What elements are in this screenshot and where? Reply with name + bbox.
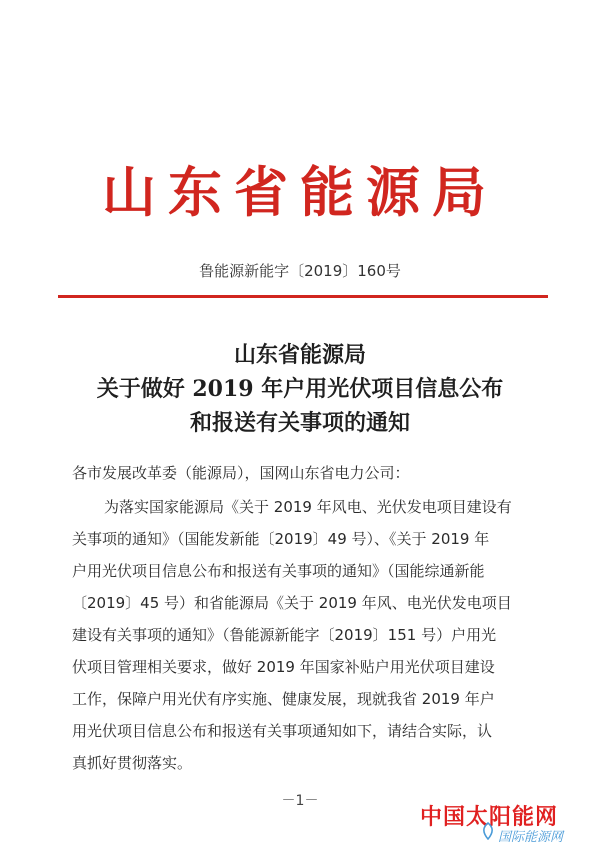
red-divider: [58, 295, 548, 298]
watermark-sub: 国际能源网: [498, 830, 564, 845]
notice-title-line-1: 山东省能源局: [233, 342, 366, 368]
body-line: 工作，保障户用光伏有序实施、健康发展，现就我省 2019 年户: [72, 690, 495, 708]
masthead-title: 山东省能源局: [102, 160, 498, 224]
body-line: 为落实国家能源局《关于 2019 年风电、光伏发电项目建设有: [104, 498, 512, 516]
body-line: 用光伏项目信息公布和报送有关事项通知如下，请结合实际，认: [72, 722, 493, 740]
body-line: 真抓好贯彻落实。: [72, 754, 193, 772]
body-line: 户用光伏项目信息公布和报送有关事项的通知》（国能综通新能: [72, 562, 485, 580]
watermark-logo-icon: [480, 822, 496, 840]
body-line: 伏项目管理相关要求，做好 2019 年国家补贴户用光伏项目建设: [72, 658, 495, 676]
notice-title-line-3: 和报送有关事项的通知: [189, 410, 410, 436]
salutation: 各市发展改革委（能源局），国网山东省电力公司：: [72, 464, 410, 482]
watermark-main: 中国太阳能网: [420, 805, 559, 830]
notice-title-line-2: 关于做好 2019 年户用光伏项目信息公布: [96, 376, 504, 402]
page-number: －1－: [281, 793, 319, 809]
body-line: 〔2019〕45 号）和省能源局《关于 2019 年风、电光伏发电项目: [72, 594, 512, 612]
body-line: 建设有关事项的通知》（鲁能源新能字〔2019〕151 号）户用光: [72, 626, 497, 644]
document-number: 鲁能源新能字〔2019〕160号: [199, 262, 401, 280]
body-line: 关事项的通知》（国能发新能〔2019〕49 号）、《关于 2019 年: [72, 530, 490, 548]
